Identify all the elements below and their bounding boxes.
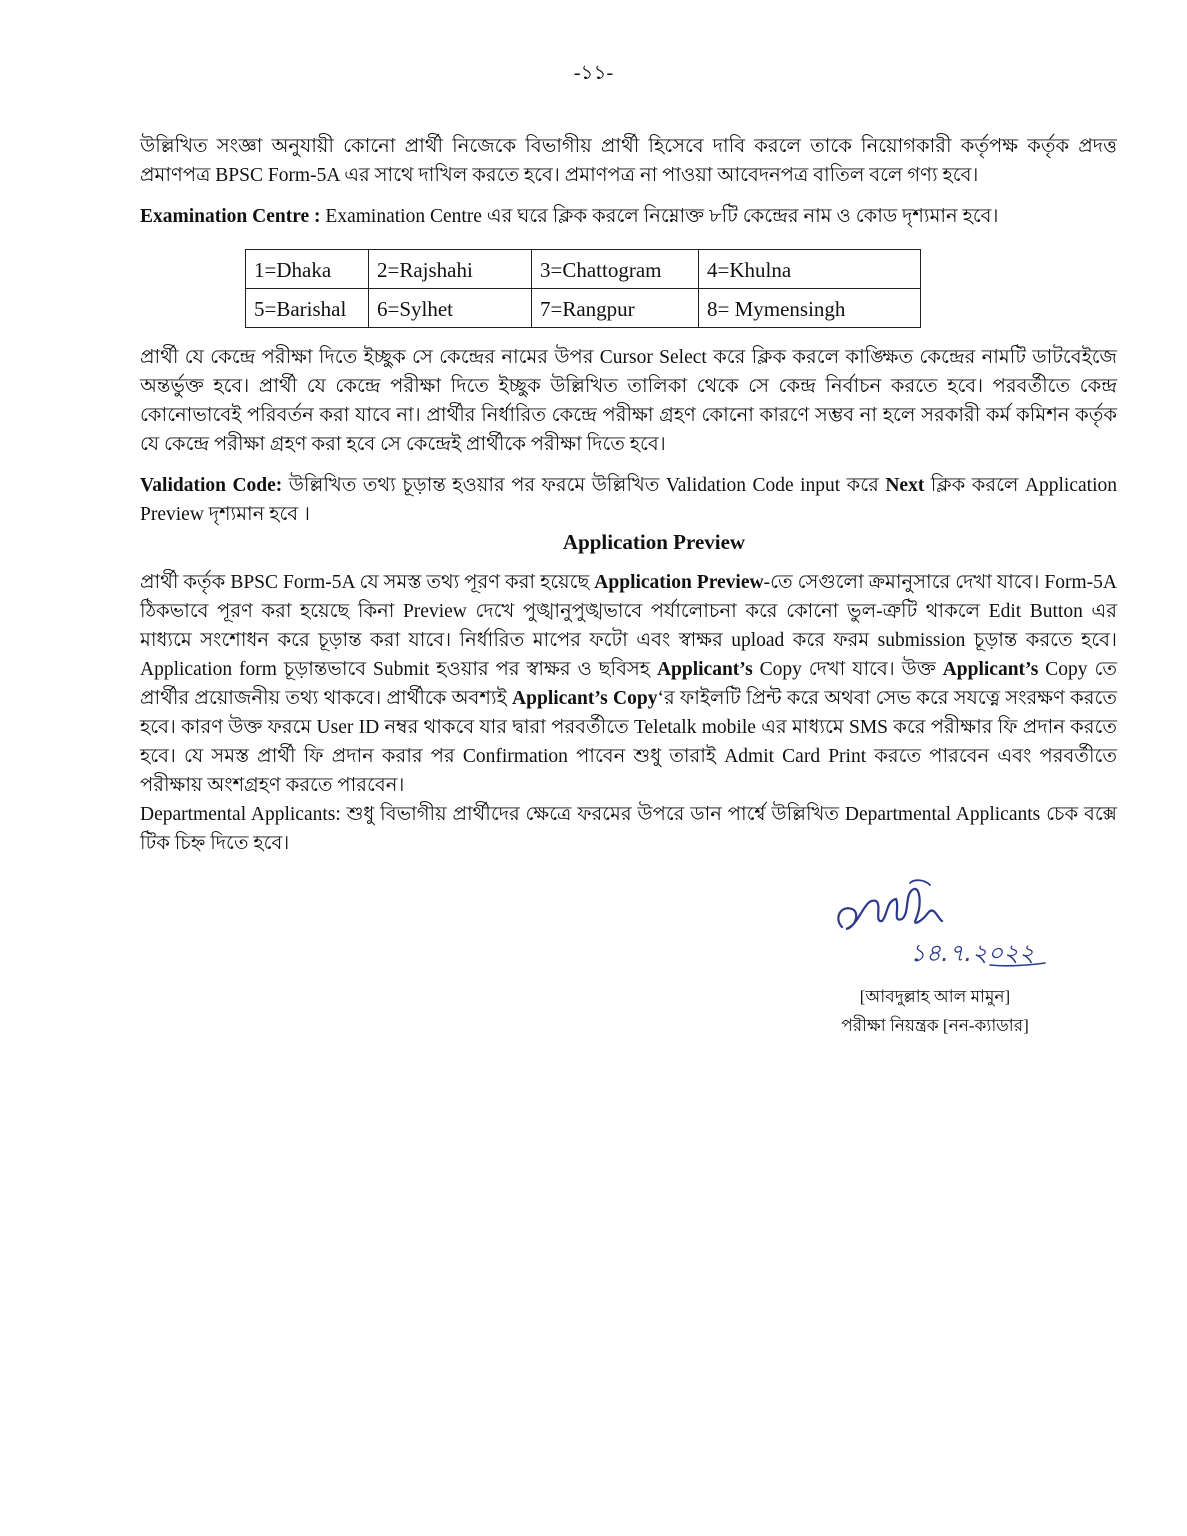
- table-cell: 2=Rajshahi: [369, 250, 532, 289]
- paragraph-validation-code: [140, 471, 1117, 529]
- paragraph-departmental-certificate: উল্লিখিত সংজ্ঞা অনুযায়ী কোনো প্রার্থী নিজেকে বিভাগীয় প্রার্থী হিসেবে দাবি করলে তাকে নিয়োগকারী কর্তৃপক্ষ কর্তৃক প্রদত্ত প্রমাণপত্র BPSC Form-5A এর সাথে দাখিল করতে হবে। প্রমাণপত্র না পাওয়া আবেদনপত্র বাতিল বলে গণ্য হবে।: [140, 136, 1117, 186]
- next-keyword: Next: [885, 475, 925, 496]
- signatory-block: [820, 982, 1050, 1040]
- paragraph-examination-centre: [140, 202, 1117, 231]
- preview-text-1: প্রার্থী কর্তৃক BPSC Form-5A যে সমস্ত তথ্য পূরণ করা হয়েছে: [140, 572, 595, 593]
- table-row: [246, 289, 921, 328]
- validation-code-label: Validation Code:: [140, 475, 283, 496]
- preview-bold-2: Applicant’s: [656, 659, 753, 680]
- validation-text-a: উল্লিখিত তথ্য চূড়ান্ত হওয়ার পর ফরমে উল্লিখিত Validation Code input করে: [282, 475, 886, 496]
- table-row: [246, 250, 921, 289]
- signature-date: ১৪.৭.২০২২: [910, 939, 1035, 967]
- preview-text-2: -তে সেগুলো ক্রমানুসারে দেখা যাবে। Form-5A ঠিকভাবে পূরণ করা হয়েছে কিনা Preview দেখে পুঙ্খানুপুঙ্খভাবে পর্যালোচনা করে কোনো ভুল-ত্রুটি থাকলে Edit Button এর মাধ্যমে সংশোধন করে চূড়ান্ত করা যাবে। নির্ধারিত মাপের ফটো এবং স্বাক্ষর upload করে ফরম submission চূড়ান্ত করতে হবে। Application form চূড়ান্তভাবে Submit হওয়ার পর স্বাক্ষর ও ছবিসহ: [140, 572, 1117, 680]
- table-cell: 1=Dhaka: [246, 250, 369, 289]
- page-number: -১১-: [573, 62, 614, 84]
- signatory-name: [আবদুল্লাহ আল মামুন]: [859, 987, 1011, 1006]
- departmental-applicants-note: Departmental Applicants: শুধু বিভাগীয় প্রার্থীদের ক্ষেত্রে ফরমের উপরে ডান পার্শ্বে উল্লিখিত Departmental Applicants চেক বক্সে টিক চিহ্ন দিতে হবে।: [140, 804, 1117, 854]
- signature-area: [830, 875, 1060, 975]
- table-cell: 3=Chattogram: [532, 250, 699, 289]
- table-cell: 5=Barishal: [246, 289, 369, 328]
- preview-bold-3: Applicant’s: [942, 659, 1039, 680]
- validation-text-b: ক্লিক করলে Application Preview দৃশ্যমান হবে ।: [140, 475, 1117, 525]
- preview-bold-1: Application Preview: [594, 572, 764, 593]
- paragraph-centre-selection: প্রার্থী যে কেন্দ্রে পরীক্ষা দিতে ইচ্ছুক সে কেন্দ্রের নামের উপর Cursor Select করে ক্লিক করলে কাঙ্ক্ষিত কেন্দ্রের নামটি ডাটবেইজে অন্তর্ভুক্ত হবে। প্রার্থী যে কেন্দ্রে পরীক্ষা দিতে ইচ্ছুক উল্লিখিত তালিকা থেকে সে কেন্দ্র নির্বাচন করতে হবে। পরবর্তীতে কেন্দ্র কোনোভাবেই পরিবর্তন করা যাবে না। প্রার্থীর নির্ধারিত কেন্দ্রে পরীক্ষা গ্রহণ কোনো কারণে সম্ভব না হলে সরকারী কর্ম কমিশন কর্তৃক যে কেন্দ্রে পরীক্ষা গ্রহণ করা হবে সে কেন্দ্রেই প্রার্থীকে পরীক্ষা দিতে হবে।: [140, 347, 1117, 455]
- table-cell: 4=Khulna: [699, 250, 921, 289]
- examination-centre-label: Examination Centre :: [140, 206, 321, 227]
- examination-centre-text: Examination Centre এর ঘরে ক্লিক করলে নিম্নোক্ত ৮টি কেন্দ্রের নাম ও কোড দৃশ্যমান হবে।: [320, 206, 999, 227]
- application-preview-heading: Application Preview: [562, 530, 746, 554]
- preview-text-5: ‘র ফাইলটি প্রিন্ট করে অথবা সেভ করে সযত্নে সংরক্ষণ করতে হবে। কারণ উক্ত ফরমে User ID নম্বর থাকবে যার দ্বারা পরবর্তীতে Teletalk mobile এর মাধ্যমে SMS করে পরীক্ষার ফি প্রদান করতে হবে। যে সমস্ত প্রার্থী ফি প্রদান করার পর Confirmation পাবেন শুধু তারাই Admit Card Print করতে পারবেন এবং পরবর্তীতে পরীক্ষায় অংশগ্রহণ করতে পারবেন।: [140, 688, 1117, 796]
- table-cell: 8= Mymensingh: [699, 289, 921, 328]
- preview-text-3: Copy দেখা যাবে। উক্ত: [752, 659, 943, 680]
- table-cell: 6=Sylhet: [369, 289, 532, 328]
- signatory-designation: পরীক্ষা নিয়ন্ত্রক [নন-ক্যাডার]: [841, 1016, 1029, 1035]
- preview-bold-4: Applicant’s Copy: [512, 688, 658, 709]
- handwritten-signature: [830, 875, 1060, 975]
- examination-centre-table: [245, 249, 921, 328]
- table-cell: 7=Rangpur: [532, 289, 699, 328]
- paragraph-application-preview: [140, 568, 1117, 858]
- preview-text-4: Copy তে প্রার্থীর প্রয়োজনীয় তথ্য থাকবে। প্রার্থীকে অবশ্যই: [140, 659, 1117, 709]
